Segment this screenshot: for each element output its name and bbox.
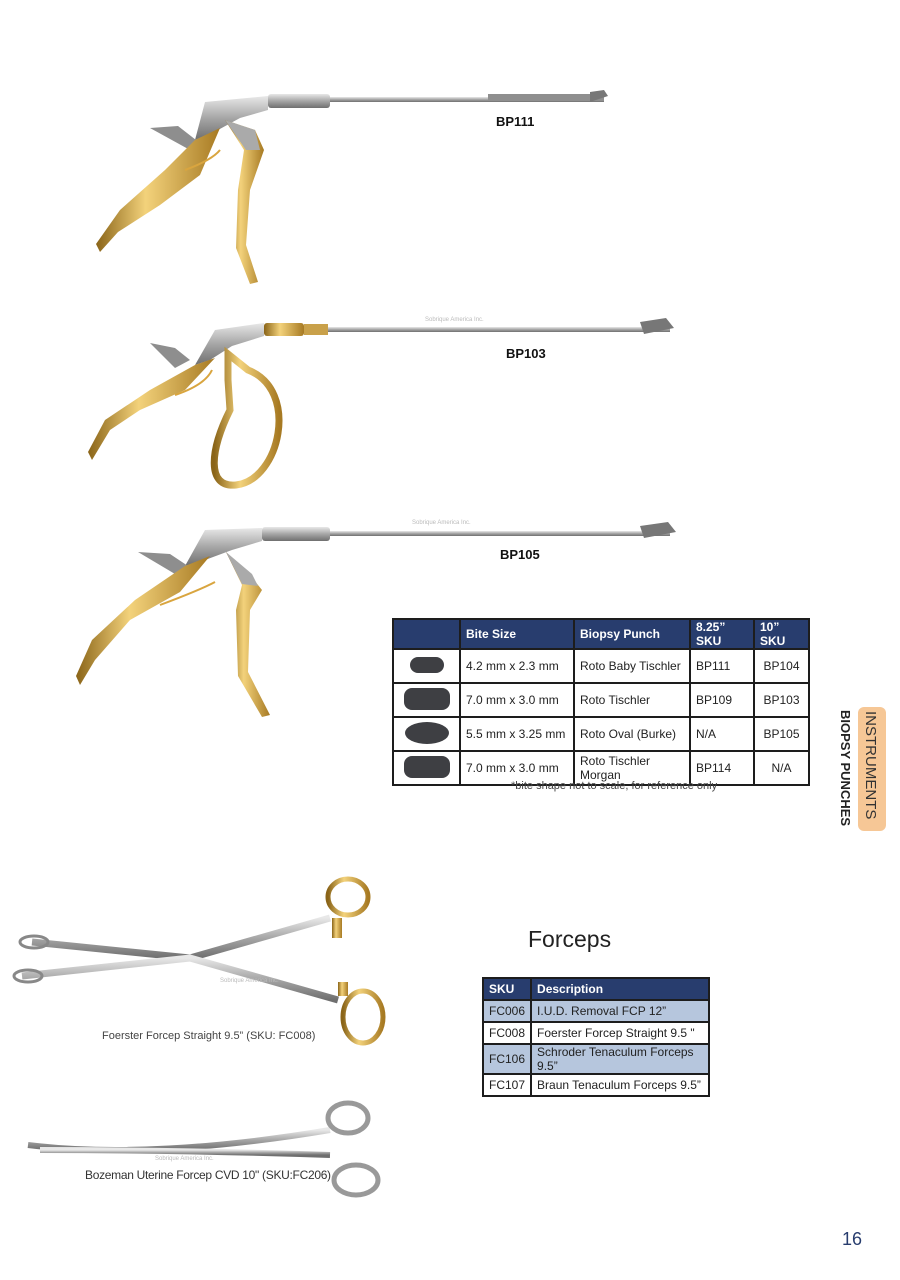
forceps-title: Forceps [528,926,612,952]
sku-825-cell: BP114 [690,751,754,785]
description-cell: Schroder Tenaculum Forceps 9.5” [531,1044,709,1074]
sku-10-cell: BP104 [754,649,809,683]
table-header-row [393,619,809,649]
bite-shape-oval [405,722,449,744]
bite-size-cell: 7.0 mm x 3.0 mm [460,751,574,785]
table-footnote: *bite shape not to scale, for reference only [511,780,718,792]
sku-cell: FC008 [483,1022,531,1044]
header-bite-size: Bite Size [460,619,574,649]
foerster-forcep-illustration [14,879,383,1043]
header-sku-825: 8.25” SKU [690,619,754,649]
bp105-label: BP105 [500,547,540,562]
description-cell: I.U.D. Removal FCP 12” [531,1000,709,1022]
header-sku: SKU [483,978,531,1000]
table-row [393,649,809,683]
biopsy-punch-table [392,618,810,786]
bp103-label: BP103 [506,346,546,361]
forceps-table [482,977,710,1097]
table-row [483,1044,709,1074]
header-sku-10: 10” SKU [754,619,809,649]
table-row [483,1074,709,1096]
sku-10-cell: BP103 [754,683,809,717]
bite-size-cell: 5.5 mm x 3.25 mm [460,717,574,751]
description-cell: Braun Tenaculum Forceps 9.5” [531,1074,709,1096]
bozeman-watermark: Sobrique America Inc. [155,1156,214,1162]
punch-name-cell: Roto Tischler Morgan [574,751,690,785]
sku-825-cell: BP111 [690,649,754,683]
table-row [483,1022,709,1044]
header-description: Description [531,978,709,1000]
bite-shape-cell [393,683,460,717]
foerster-caption: Foerster Forcep Straight 9.5” (SKU: FC008) [102,1030,316,1042]
bite-shape-rounded-rect [404,688,450,710]
header-biopsy-punch: Biopsy Punch [574,619,690,649]
sku-10-cell: BP105 [754,717,809,751]
description-cell: Foerster Forcep Straight 9.5 " [531,1022,709,1044]
sku-10-cell: N/A [754,751,809,785]
bp111-label: BP111 [496,114,535,129]
bite-shape-cell [393,717,460,751]
bite-shape-rounded-rect [410,657,444,673]
table-header-row [483,978,709,1000]
punch-name-cell: Roto Oval (Burke) [574,717,690,751]
sku-cell: FC006 [483,1000,531,1022]
sku-cell: FC106 [483,1044,531,1074]
side-tab-instruments: INSTRUMENTS [862,711,879,820]
bite-size-cell: 4.2 mm x 2.3 mm [460,649,574,683]
side-tab-biopsy-punches: BIOPSY PUNCHES [838,710,853,827]
foerster-watermark: Sobrique America Inc. [220,978,279,984]
table-row [393,717,809,751]
sku-825-cell: N/A [690,717,754,751]
table-row [393,683,809,717]
bp103-watermark: Sobrique America Inc. [425,317,484,323]
bozeman-caption: Bozeman Uterine Forcep CVD 10" (SKU:FC206) [85,1168,331,1182]
bp105-watermark: Sobrique America Inc. [412,520,471,526]
section-side-tab [858,707,886,831]
header-shape [393,619,460,649]
punch-name-cell: Roto Baby Tischler [574,649,690,683]
sku-825-cell: BP109 [690,683,754,717]
bp103-instrument [88,318,674,485]
punch-name-cell: Roto Tischler [574,683,690,717]
bite-shape-cell [393,649,460,683]
table-row [483,1000,709,1022]
bite-size-cell: 7.0 mm x 3.0 mm [460,683,574,717]
bite-shape-cell [393,751,460,785]
sku-cell: FC107 [483,1074,531,1096]
page-number: 16 [842,1229,863,1249]
bite-shape-rounded-rect [404,756,450,778]
